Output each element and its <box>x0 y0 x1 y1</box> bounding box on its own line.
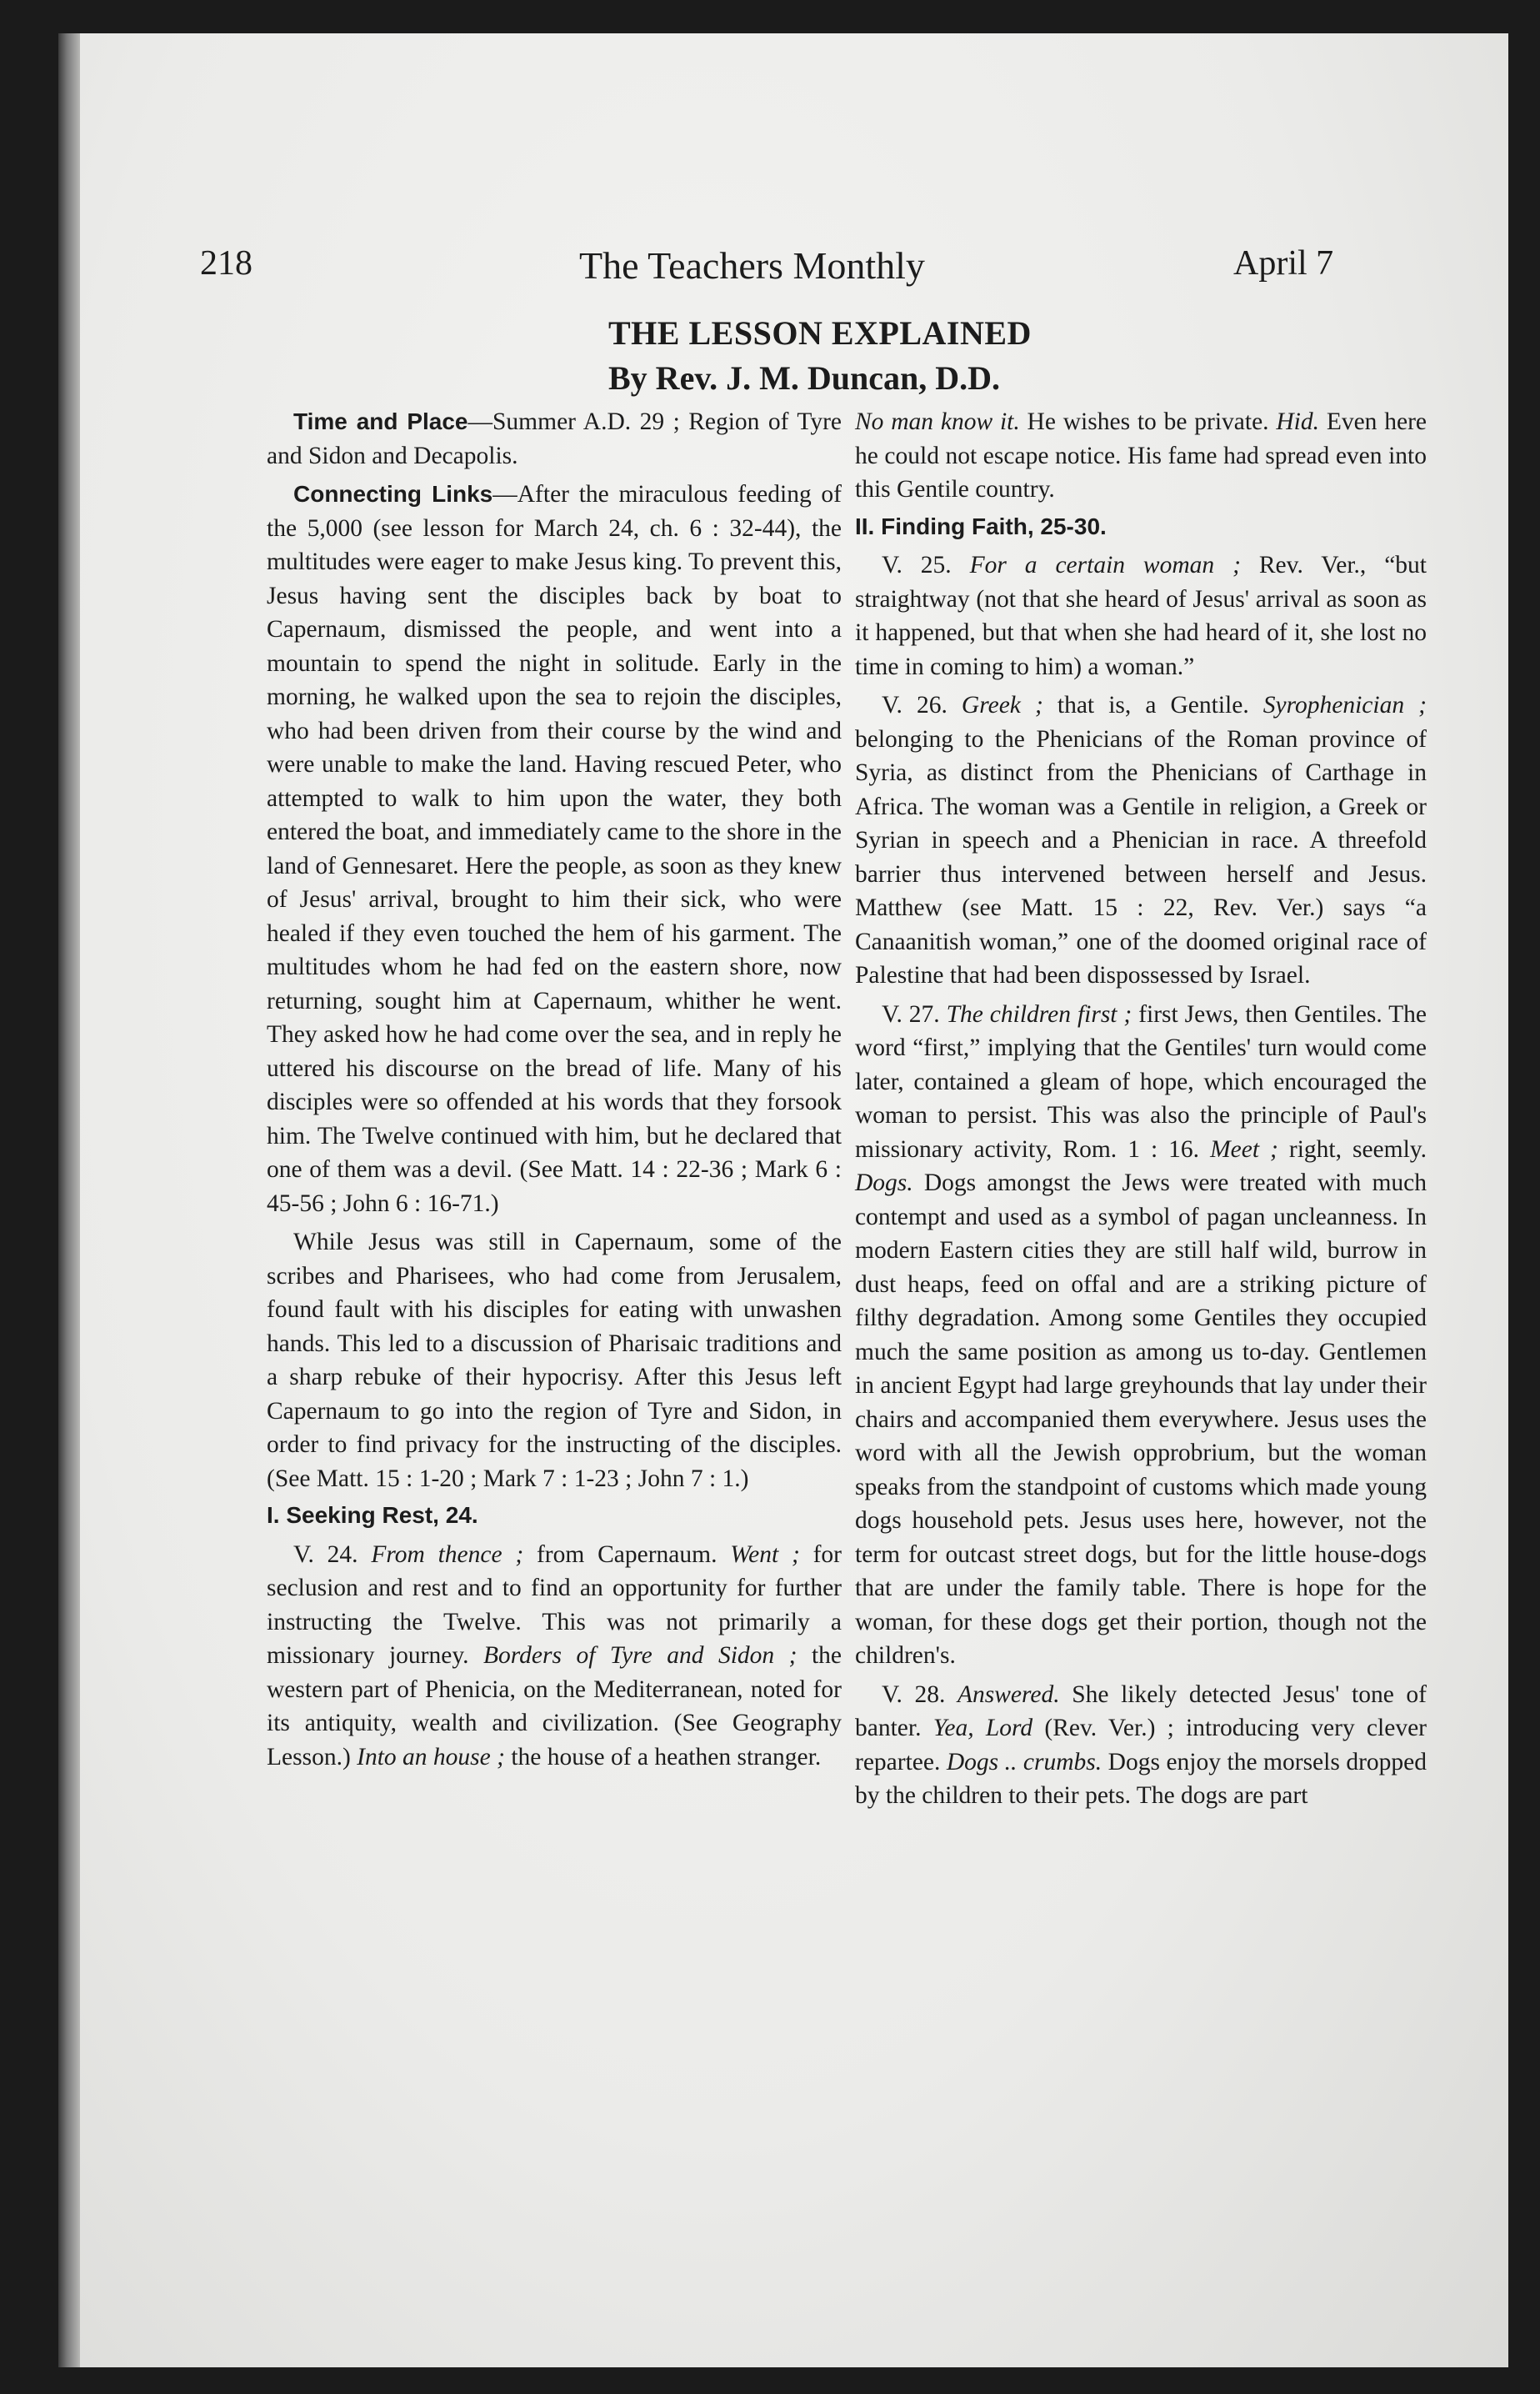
verse-24-phrase: Into an house ; <box>357 1743 505 1770</box>
verse-27-number: V. 27. <box>882 1000 940 1028</box>
verse-24-text: the western part of Phenicia, on the Mediterranean, noted for its antiquity, wealth and civilization. (See Geography Lesson.) <box>267 1642 842 1770</box>
issue-date: April 7 <box>1233 244 1334 283</box>
verse-28-text: Dogs enjoy the morsels dropped by the children to their pets. The dogs are part <box>855 1748 1427 1809</box>
connecting-links-text: —After the miraculous feeding of the 5,000 (see lesson for March 24, ch. 6 : 32-44), the multitudes were eager to make Jesus king. To prevent this, Jesus having sent the disciples back by boat to Capernaum, dismissed the people, and went into a mountain to spend the night in solitude. Early in the morning, he walked upon the sea to rejoin the disciples, who had been driven from their course by the wind and were unable to make the land. Having rescued Peter, who attempted to walk to him upon the water, they both entered the boat, and immediately came to the shore in the land of Gennesaret. Here the people, as soon as they knew of Jesus' arrival, brought to him their sick, who were healed if they even touched the hem of his garment. The multitudes whom he had fed on the eastern shore, now returning, sought him at Capernaum, whither he went. They asked how he had come over the sea, and in reply he uttered his discourse on the bread of life. Many of his disciples were so offended at his words that they forsook him. The Twelve continued with him, but he declared that one of them was a devil. (See Matt. 14 : 22-36 ; Mark 6 : 45-56 ; John 6 : 16-71.) <box>267 481 842 1217</box>
book-spine <box>58 33 80 2367</box>
verse-28-text: (Rev. Ver.) ; introducing very clever repartee. <box>855 1715 1427 1775</box>
verse-24-phrase: From thence ; <box>371 1540 524 1568</box>
continuation-text: He wishes to be private. <box>1019 408 1277 435</box>
connecting-links-label: Connecting Links <box>293 481 493 507</box>
section-heading-1: I. Seeking Rest, 24. <box>267 1502 478 1528</box>
verse-24-phrase: Borders of Tyre and Sidon ; <box>483 1642 798 1669</box>
article-byline: By Rev. J. M. Duncan, D.D. <box>608 359 1001 397</box>
verse-25-phrase: For a certain woman ; <box>969 552 1241 578</box>
journal-title: The Teachers Monthly <box>579 244 925 287</box>
verse-25-text: Rev. Ver., “but straightway (not that she heard of Jesus' arrival as soon as it happened, but that when she had heard of it, she lost no time in coming to him) a woman.” <box>855 552 1427 680</box>
continuation-text: Even here he could not escape notice. His fame had spread even into this Gentile country. <box>855 408 1427 503</box>
verse-27-text: first Jews, then Gentiles. The word “first,” implying that the Gentiles' turn would come later, contained a gleam of hope, which encouraged the woman to persist. This was also the principle of Paul's missionary activity, Rom. 1 : 16. <box>855 1000 1427 1163</box>
verse-28-phrase: Dogs .. crumbs. <box>946 1748 1102 1775</box>
verse-24-number: V. 24. <box>293 1540 358 1568</box>
verse-24-text: from Capernaum. <box>523 1540 731 1568</box>
verse-26-paragraph <box>855 689 1427 993</box>
verse-27-phrase: Dogs. <box>855 1169 913 1196</box>
connecting-links-paragraph <box>267 478 842 1220</box>
verse-28-number: V. 28. <box>882 1680 946 1708</box>
verse-27-paragraph <box>855 998 1427 1673</box>
verse-24-paragraph <box>267 1538 842 1775</box>
time-place-paragraph <box>267 405 842 473</box>
verse-24-continuation <box>855 405 1427 507</box>
right-column <box>855 405 1427 1813</box>
continuation-phrase: No man know it. <box>855 408 1020 435</box>
verse-28-phrase: Yea, Lord <box>932 1715 1033 1741</box>
continuation-phrase: Hid. <box>1276 408 1319 435</box>
verse-26-number: V. 26. <box>882 692 948 719</box>
verse-28-phrase: Answered. <box>958 1680 1060 1708</box>
verse-26-text: that is, a Gentile. <box>1042 692 1263 719</box>
time-place-text: —Summer A.D. 29 ; Region of Tyre and Sidon and Decapolis. <box>267 408 842 469</box>
left-column <box>267 405 842 1774</box>
section-heading-2: II. Finding Faith, 25-30. <box>855 513 1107 539</box>
verse-24-text: for seclusion and rest and to find an opportunity for further instructing the Twelve. This was not primarily a missionary journey. <box>267 1540 842 1669</box>
verse-24-phrase: Went ; <box>730 1540 800 1568</box>
verse-26-phrase: Greek ; <box>961 692 1043 719</box>
page-number: 218 <box>200 244 252 283</box>
verse-24-text: the house of a heathen stranger. <box>504 1743 822 1770</box>
verse-27-text: right, seemly. <box>1278 1135 1427 1163</box>
time-place-label: Time and Place <box>293 408 468 434</box>
verse-27-phrase: The children first ; <box>946 1000 1132 1028</box>
verse-26-phrase: Syrophenician ; <box>1262 692 1427 719</box>
verse-27-text: Dogs amongst the Jews were treated with much contempt and used as a symbol of pagan uncleanness. In modern Eastern cities they are still half wild, burrow in dust heaps, feed on offal and are a striking picture of filthy degradation. Among some Gentiles they occupied much the same position as among us to-day. Gentlemen in ancient Egypt had large greyhounds that lay under their chairs and accompanied them everywhere. Jesus uses the word with all the Jewish opprobrium, but the woman speaks from the standpoint of customs which made young dogs household pets. Jesus uses here, however, not the term for outcast street dogs, but for the little house-dogs that are under the family table. There is hope for the woman, for these dogs get their portion, though not the children's. <box>855 1169 1427 1669</box>
verse-28-paragraph <box>855 1678 1427 1813</box>
verse-25-number: V. 25. <box>882 552 952 578</box>
verse-26-text: belonging to the Phenicians of the Roman province of Syria, as distinct from the Phenicians of Carthage in Africa. The woman was a Gentile in religion, a Greek or Syrian in speech and a Phenician in race. A threefold barrier thus intervened between herself and Jesus. Matthew (see Matt. 15 : 22, Rev. Ver.) says “a Canaanitish woman,” one of the doomed original race of Palestine that had been dispossessed by Israel. <box>855 725 1427 989</box>
running-head <box>0 243 1540 293</box>
verse-28-text: She likely detected Jesus' tone of banter. <box>855 1680 1427 1741</box>
article-title: THE LESSON EXPLAINED <box>608 314 1032 352</box>
verse-25-paragraph <box>855 548 1427 684</box>
verse-27-phrase: Meet ; <box>1210 1135 1278 1163</box>
pharisees-paragraph: While Jesus was still in Capernaum, some of the scribes and Pharisees, who had come from Jerusalem, found fault with his disciples for eating with unwashen hands. This led to a discussion of Pharisaic traditions and a sharp rebuke of their hypocrisy. After this Jesus left Capernaum to go into the region of Tyre and Sidon, in order to find privacy for the instructing of the disciples. (See Matt. 15 : 1-20 ; Mark 7 : 1-23 ; John 7 : 1.) <box>267 1229 842 1492</box>
